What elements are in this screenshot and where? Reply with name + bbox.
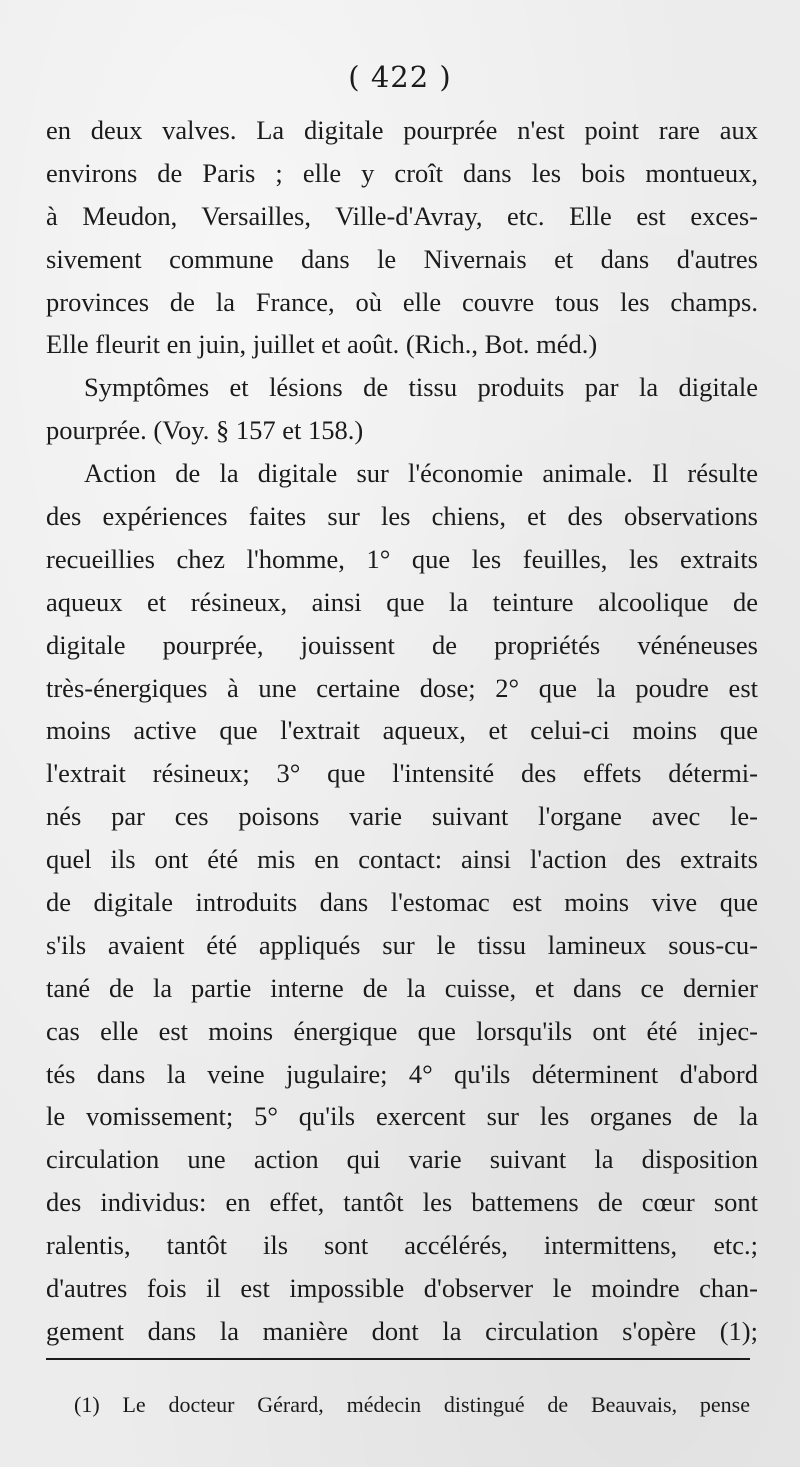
- text-line-24: le vomissement; 5° qu'ils exercent sur les organes de la: [46, 1101, 758, 1132]
- text-line-29: gement dans la manière dont la circulation s'opère (1);: [46, 1315, 758, 1346]
- text-line-15: moins active que l'extrait aqueux, et celui-ci moins que: [46, 715, 758, 746]
- text-line-3: à Meudon, Versailles, Ville-d'Avray, etc. Elle est exces-: [46, 200, 758, 231]
- page-number: ( 422 ): [348, 60, 452, 94]
- text-line-23: tés dans la veine jugulaire; 4° qu'ils déterminent d'abord: [46, 1058, 758, 1089]
- text-line-12: aqueux et résineux, ainsi que la teinture alcoolique de: [46, 586, 758, 617]
- text-line-17: nés par ces poisons varie suivant l'organe avec le-: [46, 801, 758, 832]
- text-line-1: en deux valves. La digitale pourprée n'est point rare aux: [46, 115, 758, 145]
- text-line-14: très-énergiques à une certaine dose; 2° que la poudre est: [46, 672, 758, 703]
- text-line-21: tané de la partie interne de la cuisse, et dans ce dernier: [46, 972, 758, 1003]
- text-line-25: circulation une action qui varie suivant la disposition: [46, 1144, 758, 1175]
- text-line-22: cas elle est moins énergique que lorsqu'ils ont été injec-: [46, 1015, 758, 1046]
- text-line-28: d'autres fois il est impossible d'observer le moindre chan-: [46, 1273, 758, 1304]
- text-line-5: provinces de la France, où elle couvre tous les champs.: [46, 286, 758, 317]
- text-line-7: Symptômes et lésions de tissu produits par la digitale: [84, 372, 758, 403]
- text-line-19: de digitale introduits dans l'estomac est moins vive que: [46, 887, 758, 918]
- text-line-2: environs de Paris ; elle y croît dans les bois montueux,: [46, 157, 758, 188]
- footnote: (1) Le docteur Gérard, médecin distingué de Beauvais, pense: [74, 1392, 750, 1417]
- text-line-10: des expériences faites sur les chiens, et des observations: [46, 501, 758, 532]
- text-line-27: ralentis, tantôt ils sont accélérés, intermittens, etc.;: [46, 1230, 758, 1261]
- text-line-11: recueillies chez l'homme, 1° que les feuilles, les extraits: [46, 543, 758, 574]
- text-line-26: des individus: en effet, tantôt les battemens de cœur sont: [46, 1187, 758, 1218]
- body-text: [46, 109, 758, 1353]
- text-line-4: sivement commune dans le Nivernais et dans d'autres: [46, 243, 758, 274]
- text-line-13: digitale pourprée, jouissent de propriétés vénéneuses: [46, 629, 758, 660]
- footnote-divider: [46, 1358, 750, 1360]
- text-line-18: quel ils ont été mis en contact: ainsi l'action des extraits: [46, 844, 758, 875]
- text-line-20: s'ils avaient été appliqués sur le tissu lamineux sous-cu-: [46, 929, 758, 960]
- text-line-6: Elle fleurit en juin, juillet et août. (Rich., Bot. méd.): [46, 329, 598, 360]
- text-line-9: Action de la digitale sur l'économie animale. Il résulte: [84, 458, 758, 489]
- text-line-8: pourprée. (Voy. § 157 et 158.): [46, 415, 364, 446]
- text-line-16: l'extrait résineux; 3° que l'intensité des effets détermi-: [46, 758, 758, 789]
